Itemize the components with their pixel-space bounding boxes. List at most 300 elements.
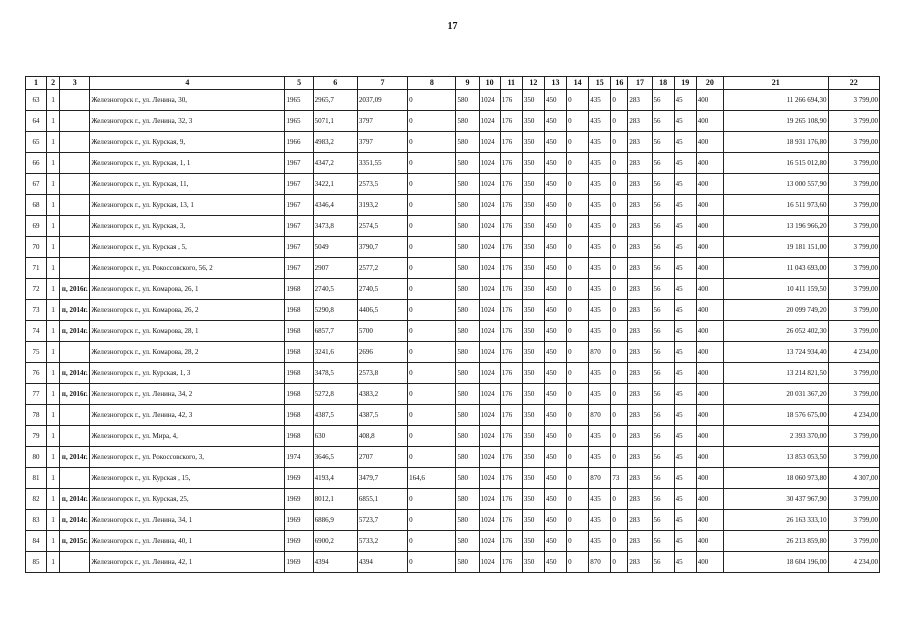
row-number-cell: 75	[26, 342, 47, 363]
rate-12-cell: 350	[522, 426, 544, 447]
rate-15-cell: 435	[589, 258, 611, 279]
note-cell	[60, 216, 90, 237]
rate-13-cell: 450	[544, 384, 566, 405]
address-cell: Железногорск г., ул. Курская , 5,	[90, 237, 285, 258]
note-cell	[60, 258, 90, 279]
note-cell: п, 2014г.	[60, 300, 90, 321]
rate-11-cell: 176	[500, 216, 522, 237]
rate-20-cell: 400	[696, 258, 723, 279]
category-cell: 1	[47, 342, 60, 363]
row-number-cell: 67	[26, 174, 47, 195]
year-built-cell: 1967	[285, 174, 313, 195]
address-cell: Железногорск г., ул. Ленина, 42, 1	[90, 552, 285, 573]
rate-15-cell: 435	[589, 447, 611, 468]
total-area-cell: 6886,9	[313, 510, 357, 531]
column-header-14: 14	[567, 77, 589, 90]
rate-9-cell: 580	[456, 300, 479, 321]
housing-registry-table	[25, 76, 880, 573]
rate-19-cell: 45	[674, 132, 696, 153]
rate-11-cell: 176	[500, 111, 522, 132]
fee-rate-cell: 4 234,00	[828, 552, 879, 573]
rate-14-cell: 0	[567, 489, 589, 510]
rate-17-cell: 283	[628, 468, 652, 489]
rate-17-cell: 283	[628, 111, 652, 132]
rate-9-cell: 580	[456, 405, 479, 426]
rate-18-cell: 56	[652, 531, 674, 552]
year-built-cell: 1967	[285, 195, 313, 216]
rate-19-cell: 45	[674, 321, 696, 342]
row-number-cell: 81	[26, 468, 47, 489]
rate-12-cell: 350	[522, 510, 544, 531]
rate-20-cell: 400	[696, 300, 723, 321]
year-built-cell: 1968	[285, 426, 313, 447]
rate-16-cell: 0	[611, 237, 628, 258]
rate-14-cell: 0	[567, 237, 589, 258]
rate-16-cell: 0	[611, 510, 628, 531]
rate-16-cell: 0	[611, 342, 628, 363]
rate-17-cell: 283	[628, 342, 652, 363]
rate-16-cell: 0	[611, 132, 628, 153]
fee-rate-cell: 3 799,00	[828, 237, 879, 258]
rate-13-cell: 450	[544, 510, 566, 531]
rate-11-cell: 176	[500, 195, 522, 216]
rate-12-cell: 350	[522, 552, 544, 573]
rate-13-cell: 450	[544, 489, 566, 510]
rate-14-cell: 0	[567, 321, 589, 342]
rate-9-cell: 580	[456, 468, 479, 489]
nonresidential-area-cell: 0	[408, 489, 456, 510]
rate-20-cell: 400	[696, 174, 723, 195]
table-row	[26, 426, 880, 447]
category-cell: 1	[47, 363, 60, 384]
rate-20-cell: 400	[696, 237, 723, 258]
note-cell: п, 2016г.	[60, 384, 90, 405]
year-built-cell: 1965	[285, 111, 313, 132]
rate-9-cell: 580	[456, 216, 479, 237]
living-area-cell: 3351,55	[357, 153, 407, 174]
rate-11-cell: 176	[500, 489, 522, 510]
category-cell: 1	[47, 426, 60, 447]
rate-17-cell: 283	[628, 195, 652, 216]
nonresidential-area-cell: 0	[408, 216, 456, 237]
address-cell: Железногорск г., ул. Курская, 25,	[90, 489, 285, 510]
nonresidential-area-cell: 0	[408, 195, 456, 216]
rate-18-cell: 56	[652, 237, 674, 258]
rate-19-cell: 45	[674, 489, 696, 510]
rate-11-cell: 176	[500, 384, 522, 405]
table-row	[26, 321, 880, 342]
rate-12-cell: 350	[522, 279, 544, 300]
address-cell: Железногорск г., ул. Курская, 9,	[90, 132, 285, 153]
rate-16-cell: 0	[611, 447, 628, 468]
rate-18-cell: 56	[652, 405, 674, 426]
total-area-cell: 5290,8	[313, 300, 357, 321]
rate-9-cell: 580	[456, 153, 479, 174]
total-amount-cell: 26 213 859,80	[723, 531, 828, 552]
address-cell: Железногорск г., ул. Курская, 13, 1	[90, 195, 285, 216]
rate-15-cell: 435	[589, 510, 611, 531]
rate-20-cell: 400	[696, 426, 723, 447]
column-header-5: 5	[285, 77, 313, 90]
nonresidential-area-cell: 0	[408, 174, 456, 195]
address-cell: Железногорск г., ул. Ленина, 40, 1	[90, 531, 285, 552]
category-cell: 1	[47, 174, 60, 195]
rate-19-cell: 45	[674, 384, 696, 405]
nonresidential-area-cell: 0	[408, 363, 456, 384]
nonresidential-area-cell: 0	[408, 531, 456, 552]
rate-20-cell: 400	[696, 279, 723, 300]
rate-18-cell: 56	[652, 258, 674, 279]
rate-19-cell: 45	[674, 426, 696, 447]
rate-10-cell: 1024	[479, 111, 500, 132]
rate-9-cell: 580	[456, 111, 479, 132]
rate-19-cell: 45	[674, 279, 696, 300]
rate-17-cell: 283	[628, 531, 652, 552]
living-area-cell: 2037,09	[357, 90, 407, 111]
total-area-cell: 3241,6	[313, 342, 357, 363]
nonresidential-area-cell: 0	[408, 300, 456, 321]
rate-20-cell: 400	[696, 489, 723, 510]
note-cell	[60, 552, 90, 573]
rate-20-cell: 400	[696, 216, 723, 237]
rate-20-cell: 400	[696, 153, 723, 174]
rate-9-cell: 580	[456, 363, 479, 384]
rate-14-cell: 0	[567, 195, 589, 216]
rate-9-cell: 580	[456, 90, 479, 111]
address-cell: Железногорск г., ул. Ленина, 30,	[90, 90, 285, 111]
category-cell: 1	[47, 237, 60, 258]
table-row	[26, 153, 880, 174]
rate-13-cell: 450	[544, 342, 566, 363]
rate-19-cell: 45	[674, 531, 696, 552]
rate-17-cell: 283	[628, 552, 652, 573]
rate-11-cell: 176	[500, 90, 522, 111]
fee-rate-cell: 3 799,00	[828, 510, 879, 531]
table-row	[26, 531, 880, 552]
note-cell	[60, 90, 90, 111]
rate-18-cell: 56	[652, 363, 674, 384]
living-area-cell: 5723,7	[357, 510, 407, 531]
total-area-cell: 3478,5	[313, 363, 357, 384]
year-built-cell: 1968	[285, 321, 313, 342]
note-cell: п, 2014г.	[60, 321, 90, 342]
row-number-cell: 71	[26, 258, 47, 279]
fee-rate-cell: 4 307,00	[828, 468, 879, 489]
rate-18-cell: 56	[652, 279, 674, 300]
rate-12-cell: 350	[522, 153, 544, 174]
category-cell: 1	[47, 279, 60, 300]
rate-12-cell: 350	[522, 489, 544, 510]
nonresidential-area-cell: 0	[408, 111, 456, 132]
year-built-cell: 1969	[285, 489, 313, 510]
rate-11-cell: 176	[500, 342, 522, 363]
fee-rate-cell: 3 799,00	[828, 426, 879, 447]
rate-10-cell: 1024	[479, 531, 500, 552]
note-cell	[60, 153, 90, 174]
living-area-cell: 2696	[357, 342, 407, 363]
rate-15-cell: 435	[589, 195, 611, 216]
nonresidential-area-cell: 0	[408, 510, 456, 531]
table-row	[26, 237, 880, 258]
rate-18-cell: 56	[652, 111, 674, 132]
rate-14-cell: 0	[567, 258, 589, 279]
total-amount-cell: 20 099 749,20	[723, 300, 828, 321]
rate-12-cell: 350	[522, 531, 544, 552]
rate-13-cell: 450	[544, 258, 566, 279]
year-built-cell: 1967	[285, 216, 313, 237]
rate-18-cell: 56	[652, 342, 674, 363]
rate-20-cell: 400	[696, 195, 723, 216]
rate-18-cell: 56	[652, 132, 674, 153]
living-area-cell: 3479,7	[357, 468, 407, 489]
category-cell: 1	[47, 552, 60, 573]
row-number-cell: 84	[26, 531, 47, 552]
rate-11-cell: 176	[500, 237, 522, 258]
rate-19-cell: 45	[674, 447, 696, 468]
rate-15-cell: 435	[589, 174, 611, 195]
rate-13-cell: 450	[544, 447, 566, 468]
rate-13-cell: 450	[544, 237, 566, 258]
table-row	[26, 405, 880, 426]
year-built-cell: 1969	[285, 531, 313, 552]
row-number-cell: 69	[26, 216, 47, 237]
rate-18-cell: 56	[652, 321, 674, 342]
row-number-cell: 83	[26, 510, 47, 531]
note-cell: п, 2014г.	[60, 489, 90, 510]
living-area-cell: 5733,2	[357, 531, 407, 552]
rate-18-cell: 56	[652, 195, 674, 216]
rate-17-cell: 283	[628, 216, 652, 237]
rate-19-cell: 45	[674, 405, 696, 426]
fee-rate-cell: 4 234,00	[828, 405, 879, 426]
rate-9-cell: 580	[456, 321, 479, 342]
year-built-cell: 1969	[285, 510, 313, 531]
nonresidential-area-cell: 0	[408, 447, 456, 468]
rate-13-cell: 450	[544, 111, 566, 132]
nonresidential-area-cell: 0	[408, 237, 456, 258]
row-number-cell: 77	[26, 384, 47, 405]
table-row	[26, 468, 880, 489]
rate-12-cell: 350	[522, 384, 544, 405]
rate-9-cell: 580	[456, 552, 479, 573]
rate-10-cell: 1024	[479, 279, 500, 300]
nonresidential-area-cell: 0	[408, 384, 456, 405]
note-cell: п, 2014г.	[60, 447, 90, 468]
column-header-19: 19	[674, 77, 696, 90]
column-header-10: 10	[479, 77, 500, 90]
column-header-9: 9	[456, 77, 479, 90]
rate-12-cell: 350	[522, 258, 544, 279]
table-row	[26, 510, 880, 531]
rate-12-cell: 350	[522, 195, 544, 216]
rate-9-cell: 580	[456, 174, 479, 195]
year-built-cell: 1968	[285, 363, 313, 384]
fee-rate-cell: 3 799,00	[828, 258, 879, 279]
rate-11-cell: 176	[500, 468, 522, 489]
rate-17-cell: 283	[628, 489, 652, 510]
total-amount-cell: 13 214 821,50	[723, 363, 828, 384]
total-amount-cell: 20 031 367,20	[723, 384, 828, 405]
living-area-cell: 3790,7	[357, 237, 407, 258]
rate-20-cell: 400	[696, 468, 723, 489]
row-number-cell: 85	[26, 552, 47, 573]
rate-16-cell: 0	[611, 279, 628, 300]
rate-12-cell: 350	[522, 174, 544, 195]
category-cell: 1	[47, 258, 60, 279]
rate-20-cell: 400	[696, 90, 723, 111]
table-row	[26, 90, 880, 111]
living-area-cell: 2573,5	[357, 174, 407, 195]
rate-15-cell: 870	[589, 552, 611, 573]
fee-rate-cell: 3 799,00	[828, 195, 879, 216]
year-built-cell: 1974	[285, 447, 313, 468]
year-built-cell: 1969	[285, 552, 313, 573]
rate-12-cell: 350	[522, 237, 544, 258]
note-cell	[60, 468, 90, 489]
table-row	[26, 552, 880, 573]
rate-16-cell: 0	[611, 174, 628, 195]
living-area-cell: 4406,5	[357, 300, 407, 321]
note-cell: п, 2016г.	[60, 279, 90, 300]
rate-15-cell: 435	[589, 321, 611, 342]
total-amount-cell: 18 931 176,80	[723, 132, 828, 153]
rate-20-cell: 400	[696, 531, 723, 552]
total-area-cell: 6857,7	[313, 321, 357, 342]
rate-19-cell: 45	[674, 111, 696, 132]
total-amount-cell: 16 511 973,60	[723, 195, 828, 216]
rate-9-cell: 580	[456, 510, 479, 531]
rate-19-cell: 45	[674, 363, 696, 384]
rate-10-cell: 1024	[479, 447, 500, 468]
rate-16-cell: 0	[611, 195, 628, 216]
living-area-cell: 4383,2	[357, 384, 407, 405]
rate-20-cell: 400	[696, 321, 723, 342]
rate-13-cell: 450	[544, 216, 566, 237]
rate-15-cell: 435	[589, 216, 611, 237]
table-row	[26, 489, 880, 510]
rate-19-cell: 45	[674, 90, 696, 111]
note-cell: п, 2014г.	[60, 363, 90, 384]
rate-12-cell: 350	[522, 363, 544, 384]
nonresidential-area-cell: 0	[408, 90, 456, 111]
total-area-cell: 4983,2	[313, 132, 357, 153]
row-number-cell: 63	[26, 90, 47, 111]
rate-17-cell: 283	[628, 279, 652, 300]
rate-16-cell: 0	[611, 321, 628, 342]
table-body	[26, 90, 880, 573]
rate-19-cell: 45	[674, 342, 696, 363]
table-row	[26, 384, 880, 405]
rate-10-cell: 1024	[479, 426, 500, 447]
rate-10-cell: 1024	[479, 132, 500, 153]
note-cell	[60, 405, 90, 426]
living-area-cell: 6855,1	[357, 489, 407, 510]
total-area-cell: 3646,5	[313, 447, 357, 468]
note-cell	[60, 426, 90, 447]
rate-17-cell: 283	[628, 510, 652, 531]
fee-rate-cell: 3 799,00	[828, 447, 879, 468]
fee-rate-cell: 3 799,00	[828, 321, 879, 342]
rate-17-cell: 283	[628, 90, 652, 111]
rate-14-cell: 0	[567, 447, 589, 468]
address-cell: Железногорск г., ул. Комарова, 28, 1	[90, 321, 285, 342]
column-header-13: 13	[544, 77, 566, 90]
rate-14-cell: 0	[567, 342, 589, 363]
fee-rate-cell: 3 799,00	[828, 111, 879, 132]
rate-18-cell: 56	[652, 552, 674, 573]
rate-14-cell: 0	[567, 384, 589, 405]
category-cell: 1	[47, 153, 60, 174]
row-number-cell: 64	[26, 111, 47, 132]
rate-11-cell: 176	[500, 531, 522, 552]
table-row	[26, 363, 880, 384]
category-cell: 1	[47, 321, 60, 342]
total-amount-cell: 13 000 557,90	[723, 174, 828, 195]
living-area-cell: 5700	[357, 321, 407, 342]
rate-16-cell: 0	[611, 489, 628, 510]
total-area-cell: 630	[313, 426, 357, 447]
column-header-22: 22	[828, 77, 879, 90]
rate-11-cell: 176	[500, 300, 522, 321]
total-area-cell: 2965,7	[313, 90, 357, 111]
address-cell: Железногорск г., ул. Ленина, 34, 1	[90, 510, 285, 531]
category-cell: 1	[47, 195, 60, 216]
rate-10-cell: 1024	[479, 321, 500, 342]
column-header-2: 2	[47, 77, 60, 90]
row-number-cell: 82	[26, 489, 47, 510]
total-amount-cell: 16 515 012,80	[723, 153, 828, 174]
rate-12-cell: 350	[522, 342, 544, 363]
fee-rate-cell: 3 799,00	[828, 489, 879, 510]
rate-15-cell: 435	[589, 384, 611, 405]
row-number-cell: 65	[26, 132, 47, 153]
address-cell: Железногорск г., ул. Ленина, 32, 3	[90, 111, 285, 132]
rate-14-cell: 0	[567, 426, 589, 447]
rate-13-cell: 450	[544, 552, 566, 573]
row-number-cell: 70	[26, 237, 47, 258]
fee-rate-cell: 3 799,00	[828, 531, 879, 552]
rate-9-cell: 580	[456, 237, 479, 258]
rate-10-cell: 1024	[479, 489, 500, 510]
year-built-cell: 1968	[285, 342, 313, 363]
rate-9-cell: 580	[456, 279, 479, 300]
rate-16-cell: 73	[611, 468, 628, 489]
table-row	[26, 132, 880, 153]
rate-18-cell: 56	[652, 426, 674, 447]
table-row	[26, 216, 880, 237]
note-cell	[60, 174, 90, 195]
address-cell: Железногорск г., ул. Мира, 4,	[90, 426, 285, 447]
rate-13-cell: 450	[544, 405, 566, 426]
address-cell: Железногорск г., ул. Ленина, 42, 3	[90, 405, 285, 426]
total-area-cell: 2907	[313, 258, 357, 279]
fee-rate-cell: 4 234,00	[828, 342, 879, 363]
rate-11-cell: 176	[500, 510, 522, 531]
rate-10-cell: 1024	[479, 300, 500, 321]
fee-rate-cell: 3 799,00	[828, 300, 879, 321]
note-cell	[60, 342, 90, 363]
rate-13-cell: 450	[544, 90, 566, 111]
rate-11-cell: 176	[500, 426, 522, 447]
column-header-3: 3	[60, 77, 90, 90]
rate-17-cell: 283	[628, 132, 652, 153]
rate-17-cell: 283	[628, 447, 652, 468]
rate-19-cell: 45	[674, 510, 696, 531]
rate-20-cell: 400	[696, 447, 723, 468]
rate-15-cell: 435	[589, 363, 611, 384]
total-amount-cell: 30 437 967,90	[723, 489, 828, 510]
page-number: 17	[447, 21, 458, 32]
